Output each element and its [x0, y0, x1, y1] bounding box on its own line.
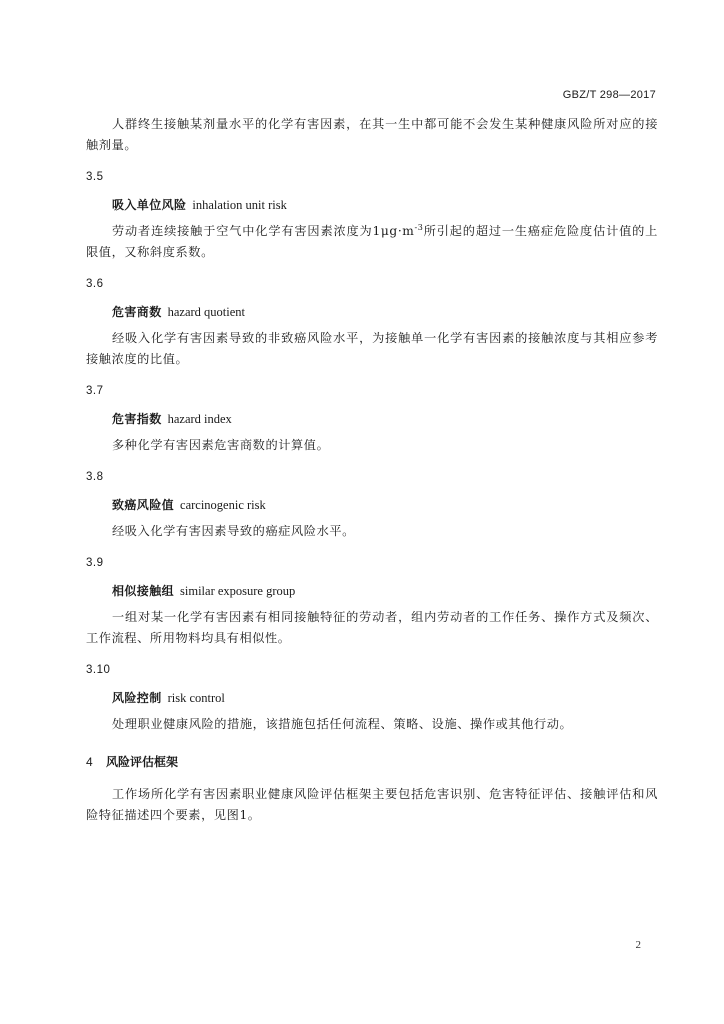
document-body — [86, 114, 658, 826]
section-number: 3.9 — [86, 557, 104, 569]
definition-superscript: -3 — [414, 222, 424, 232]
section-number: 3.7 — [86, 385, 104, 397]
term-english: hazard quotient — [167, 305, 246, 319]
section-number: 3.6 — [86, 278, 104, 290]
section-number: 3.8 — [86, 471, 104, 483]
term-english: carcinogenic risk — [180, 498, 266, 512]
page-number: 2 — [635, 939, 641, 951]
section-number: 3.10 — [86, 664, 111, 676]
term-chinese: 相似接触组 — [112, 584, 175, 598]
term-chinese: 风险控制 — [112, 691, 162, 705]
term-definition: 多种化学有害因素危害商数的计算值。 — [112, 438, 330, 452]
section-3-9 — [86, 554, 658, 649]
section-3-5 — [86, 168, 658, 263]
term-english: inhalation unit risk — [192, 198, 287, 212]
section-3-6 — [86, 275, 658, 370]
term-chinese: 致癌风险值 — [112, 498, 175, 512]
chapter-title: 风险评估框架 — [106, 755, 179, 769]
term-english: hazard index — [167, 412, 232, 426]
section-3-8 — [86, 468, 658, 542]
term-definition: 经吸入化学有害因素导致的非致癌风险水平，为接触单一化学有害因素的接触浓度与其相应参考接触浓度的比值。 — [86, 331, 658, 366]
term-definition — [86, 221, 658, 263]
term-heading — [112, 495, 658, 515]
chapter-4 — [86, 752, 658, 826]
definition-part-1: 劳动者连续接触于空气中化学有害因素浓度为1μg·m — [112, 224, 415, 238]
term-chinese: 吸入单位风险 — [112, 198, 187, 212]
term-chinese: 危害指数 — [112, 412, 162, 426]
term-english: risk control — [167, 691, 225, 705]
term-heading — [112, 581, 658, 601]
term-chinese: 危害商数 — [112, 305, 162, 319]
definition-part-2: 所引起的超过一生癌症危险度估计值的上限值，又称斜度系数。 — [86, 224, 658, 259]
term-heading — [112, 302, 658, 322]
term-definition: 经吸入化学有害因素导致的癌症风险水平。 — [112, 524, 355, 538]
term-heading — [112, 688, 658, 708]
chapter-number: 4 — [86, 755, 93, 769]
section-3-7 — [86, 382, 658, 456]
term-heading — [112, 195, 658, 215]
chapter-heading — [86, 752, 658, 772]
document-code: GBZ/T 298—2017 — [562, 89, 656, 101]
section-3-10 — [86, 661, 658, 735]
term-heading — [112, 409, 658, 429]
section-number: 3.5 — [86, 171, 104, 183]
intro-paragraph: 人群终生接触某剂量水平的化学有害因素，在其一生中都可能不会发生某种健康风险所对应的接触剂量。 — [86, 117, 658, 152]
term-definition: 处理职业健康风险的措施，该措施包括任何流程、策略、设施、操作或其他行动。 — [112, 717, 573, 731]
term-english: similar exposure group — [180, 584, 296, 598]
term-definition: 一组对某一化学有害因素有相同接触特征的劳动者，组内劳动者的工作任务、操作方式及频次、工作流程、所用物料均具有相似性。 — [86, 610, 658, 645]
chapter-paragraph: 工作场所化学有害因素职业健康风险评估框架主要包括危害识别、危害特征评估、接触评估和风险特征描述四个要素，见图1。 — [86, 787, 658, 822]
